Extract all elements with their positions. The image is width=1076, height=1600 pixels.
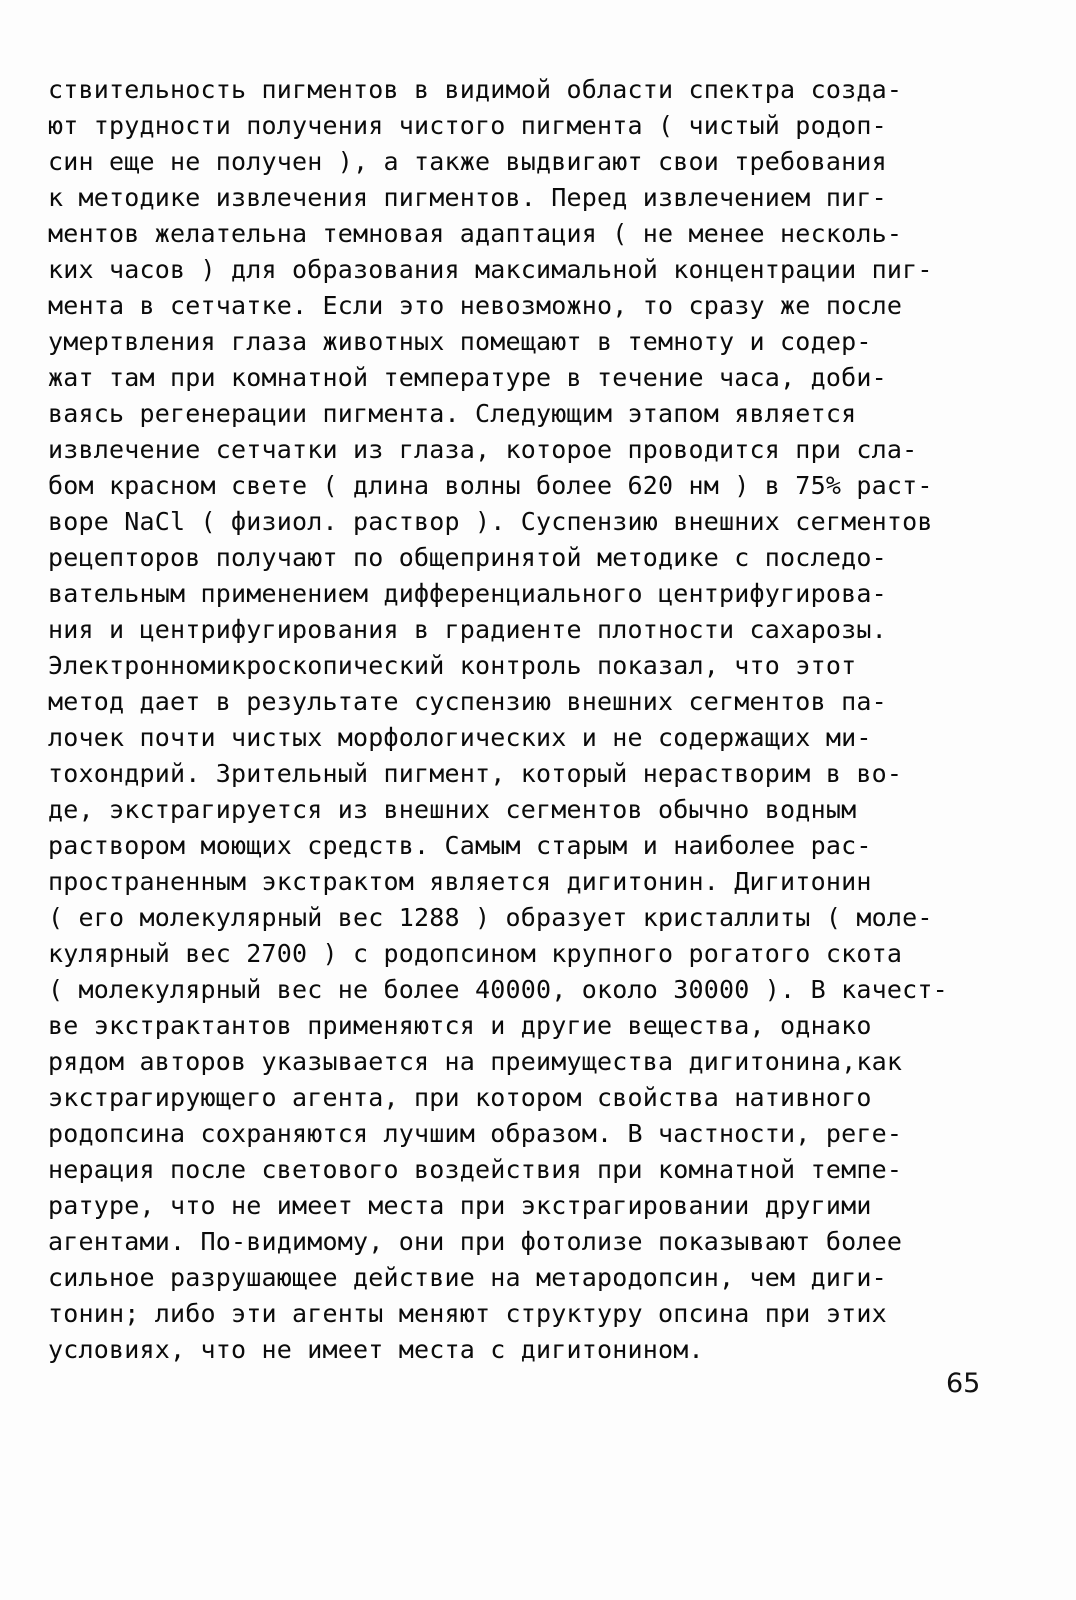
text-line: ве экстрактантов применяются и другие вещества, однако [48,1011,872,1040]
text-line: воре NaCl ( физиол. раствор ). Суспензию внешних сегментов [48,507,933,536]
text-line: экстрагирующего агента, при котором свойства нативного [48,1083,872,1112]
text-line: ( молекулярный вес не более 40000, около 30000 ). В качест- [48,975,948,1004]
text-line: вательным применением дифференциального центрифугирова- [48,579,887,608]
text-line: сильное разрушающее действие на метародопсин, чем диги- [48,1263,887,1292]
text-line: ваясь регенерации пигмента. Следующим этапом является [48,399,857,428]
text-line: условиях, что не имеет места с дигитонином. [48,1335,704,1364]
text-line: де, экстрагируется из внешних сегментов обычно водным [48,795,857,824]
text-line: к методике извлечения пигментов. Перед извлечением пиг- [48,183,887,212]
page-number: 65 [946,1368,981,1399]
text-line: ментов желательна темновая адаптация ( не менее несколь- [48,219,903,248]
text-line: син еще не получен ), а также выдвигают свои требования [48,147,887,176]
text-line: ют трудности получения чистого пигмента ( чистый родоп- [48,111,887,140]
text-line: ( его молекулярный вес 1288 ) образует кристаллиты ( моле- [48,903,933,932]
text-line: нерация после светового воздействия при комнатной темпе- [48,1155,903,1184]
text-line: извлечение сетчатки из глаза, которое проводится при сла- [48,435,918,464]
text-line: лочек почти чистых морфологических и не содержащих ми- [48,723,872,752]
text-line: рецепторов получают по общепринятой методике с последо- [48,543,887,572]
body-text [48,72,1028,1368]
text-line: ратуре, что не имеет места при экстрагировании другими [48,1191,872,1220]
text-line: жат там при комнатной температуре в течение часа, доби- [48,363,887,392]
text-line: пространенным экстрактом является дигитонин. Дигитонин [48,867,872,896]
text-line: ния и центрифугирования в градиенте плотности сахарозы. [48,615,887,644]
text-line: агентами. По-видимому, они при фотолизе показывают более [48,1227,903,1256]
text-line: родопсина сохраняются лучшим образом. В частности, реге- [48,1119,903,1148]
text-line: кулярный вес 2700 ) с родопсином крупного рогатого скота [48,939,903,968]
text-line: мента в сетчатке. Если это невозможно, то сразу же после [48,291,903,320]
text-line: бом красном свете ( длина волны более 620 нм ) в 75% раст- [48,471,933,500]
text-line: ких часов ) для образования максимальной концентрации пиг- [48,255,933,284]
text-line: тохондрий. Зрительный пигмент, который нерастворим в во- [48,759,903,788]
text-line: метод дает в результате суспензию внешних сегментов па- [48,687,887,716]
text-line: тонин; либо эти агенты меняют структуру опсина при этих [48,1299,887,1328]
text-line: рядом авторов указывается на преимущества дигитонина,как [48,1047,903,1076]
text-line: умертвления глаза животных помещают в темноту и содер- [48,327,872,356]
text-line: раствором моющих средств. Самым старым и наиболее рас- [48,831,872,860]
text-line: ствительность пигментов в видимой области спектра созда- [48,75,903,104]
text-line: Электронномикроскопический контроль показал, что этот [48,651,857,680]
